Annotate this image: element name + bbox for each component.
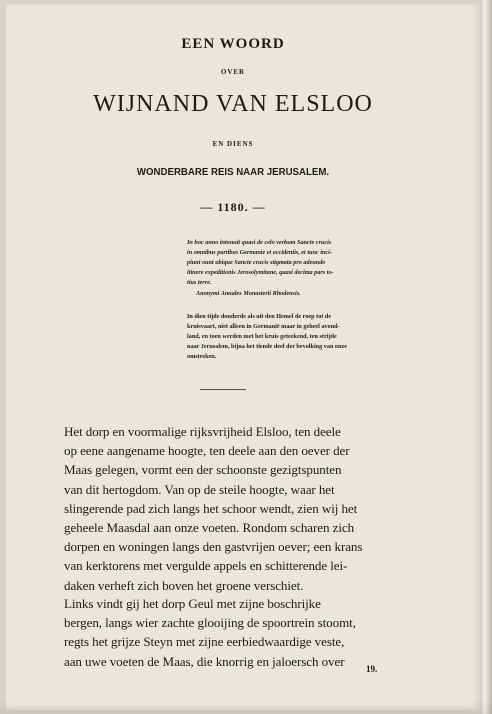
quote-source: Anonymi Annales Monasterii Rhodensis. bbox=[196, 290, 301, 297]
body-paragraph-2: Links vindt gij het dorp Geul met zijne boschrijke bergen, langs wier zachte glooijing de spoortrein stoomt, regts het grijze Steyn met zijne eerbiedwaardige veste, aan uwe voeten de Maas, die knorrig en jaloersch over bbox=[64, 596, 356, 669]
divider-rule bbox=[200, 389, 246, 390]
page-number: 19. bbox=[366, 664, 378, 674]
title-line-1: EEN WOORD bbox=[181, 36, 285, 52]
year-line: — 1180. — bbox=[200, 200, 266, 214]
latin-quote: In hoc anno intonuit quasi de celo verbum Sancte crucis in omnibus partibus Germanie et occidentis, et tunc inci- piunt ount ubique Sancte crucis stigmata pro adeundo itinere expeditionis Jerosolymitane, quasi decima pars to- tius terre. bbox=[187, 239, 334, 286]
body-paragraph-1: Het dorp en voormalige rijksvrijheid Elsloo, ten deele op eene aangename hoogte, ten deele aan den oever der Maas gelegen, vormt een der schoonste gezigtspunten van dit hertogdom. Van op de steile hoogte, waar het slingerende pad zich langs het schoor wendt, zien wij het geheele Maasdal aan onze voeten. Rondom scharen zich dorpen en woningen langs den gastvrijen oever; een krans van kerktorens met vergulde appels en schitterende lei- daken verheft zich boven het groene verschiet. bbox=[64, 424, 363, 593]
page-edge bbox=[480, 0, 492, 714]
quote-translation: In dien tijde donderde als uit den Hemel de roep tot de kruisvaart, niet alleen in Germanië maar in geheel avond- land, en toen werden met het kruis geteekend, ten strijde naar Jerusalem, bijna het tiende deel der bevolking van onze omstreken. bbox=[187, 313, 347, 360]
subtitle: WONDERBARE REIS NAAR JERUSALEM. bbox=[136, 166, 330, 178]
page-shadow bbox=[0, 700, 492, 714]
title-line-4: EN DIENS bbox=[212, 140, 254, 148]
title-line-2: OVER bbox=[220, 68, 246, 76]
main-title: WIJNAND VAN ELSLOO bbox=[93, 91, 373, 117]
